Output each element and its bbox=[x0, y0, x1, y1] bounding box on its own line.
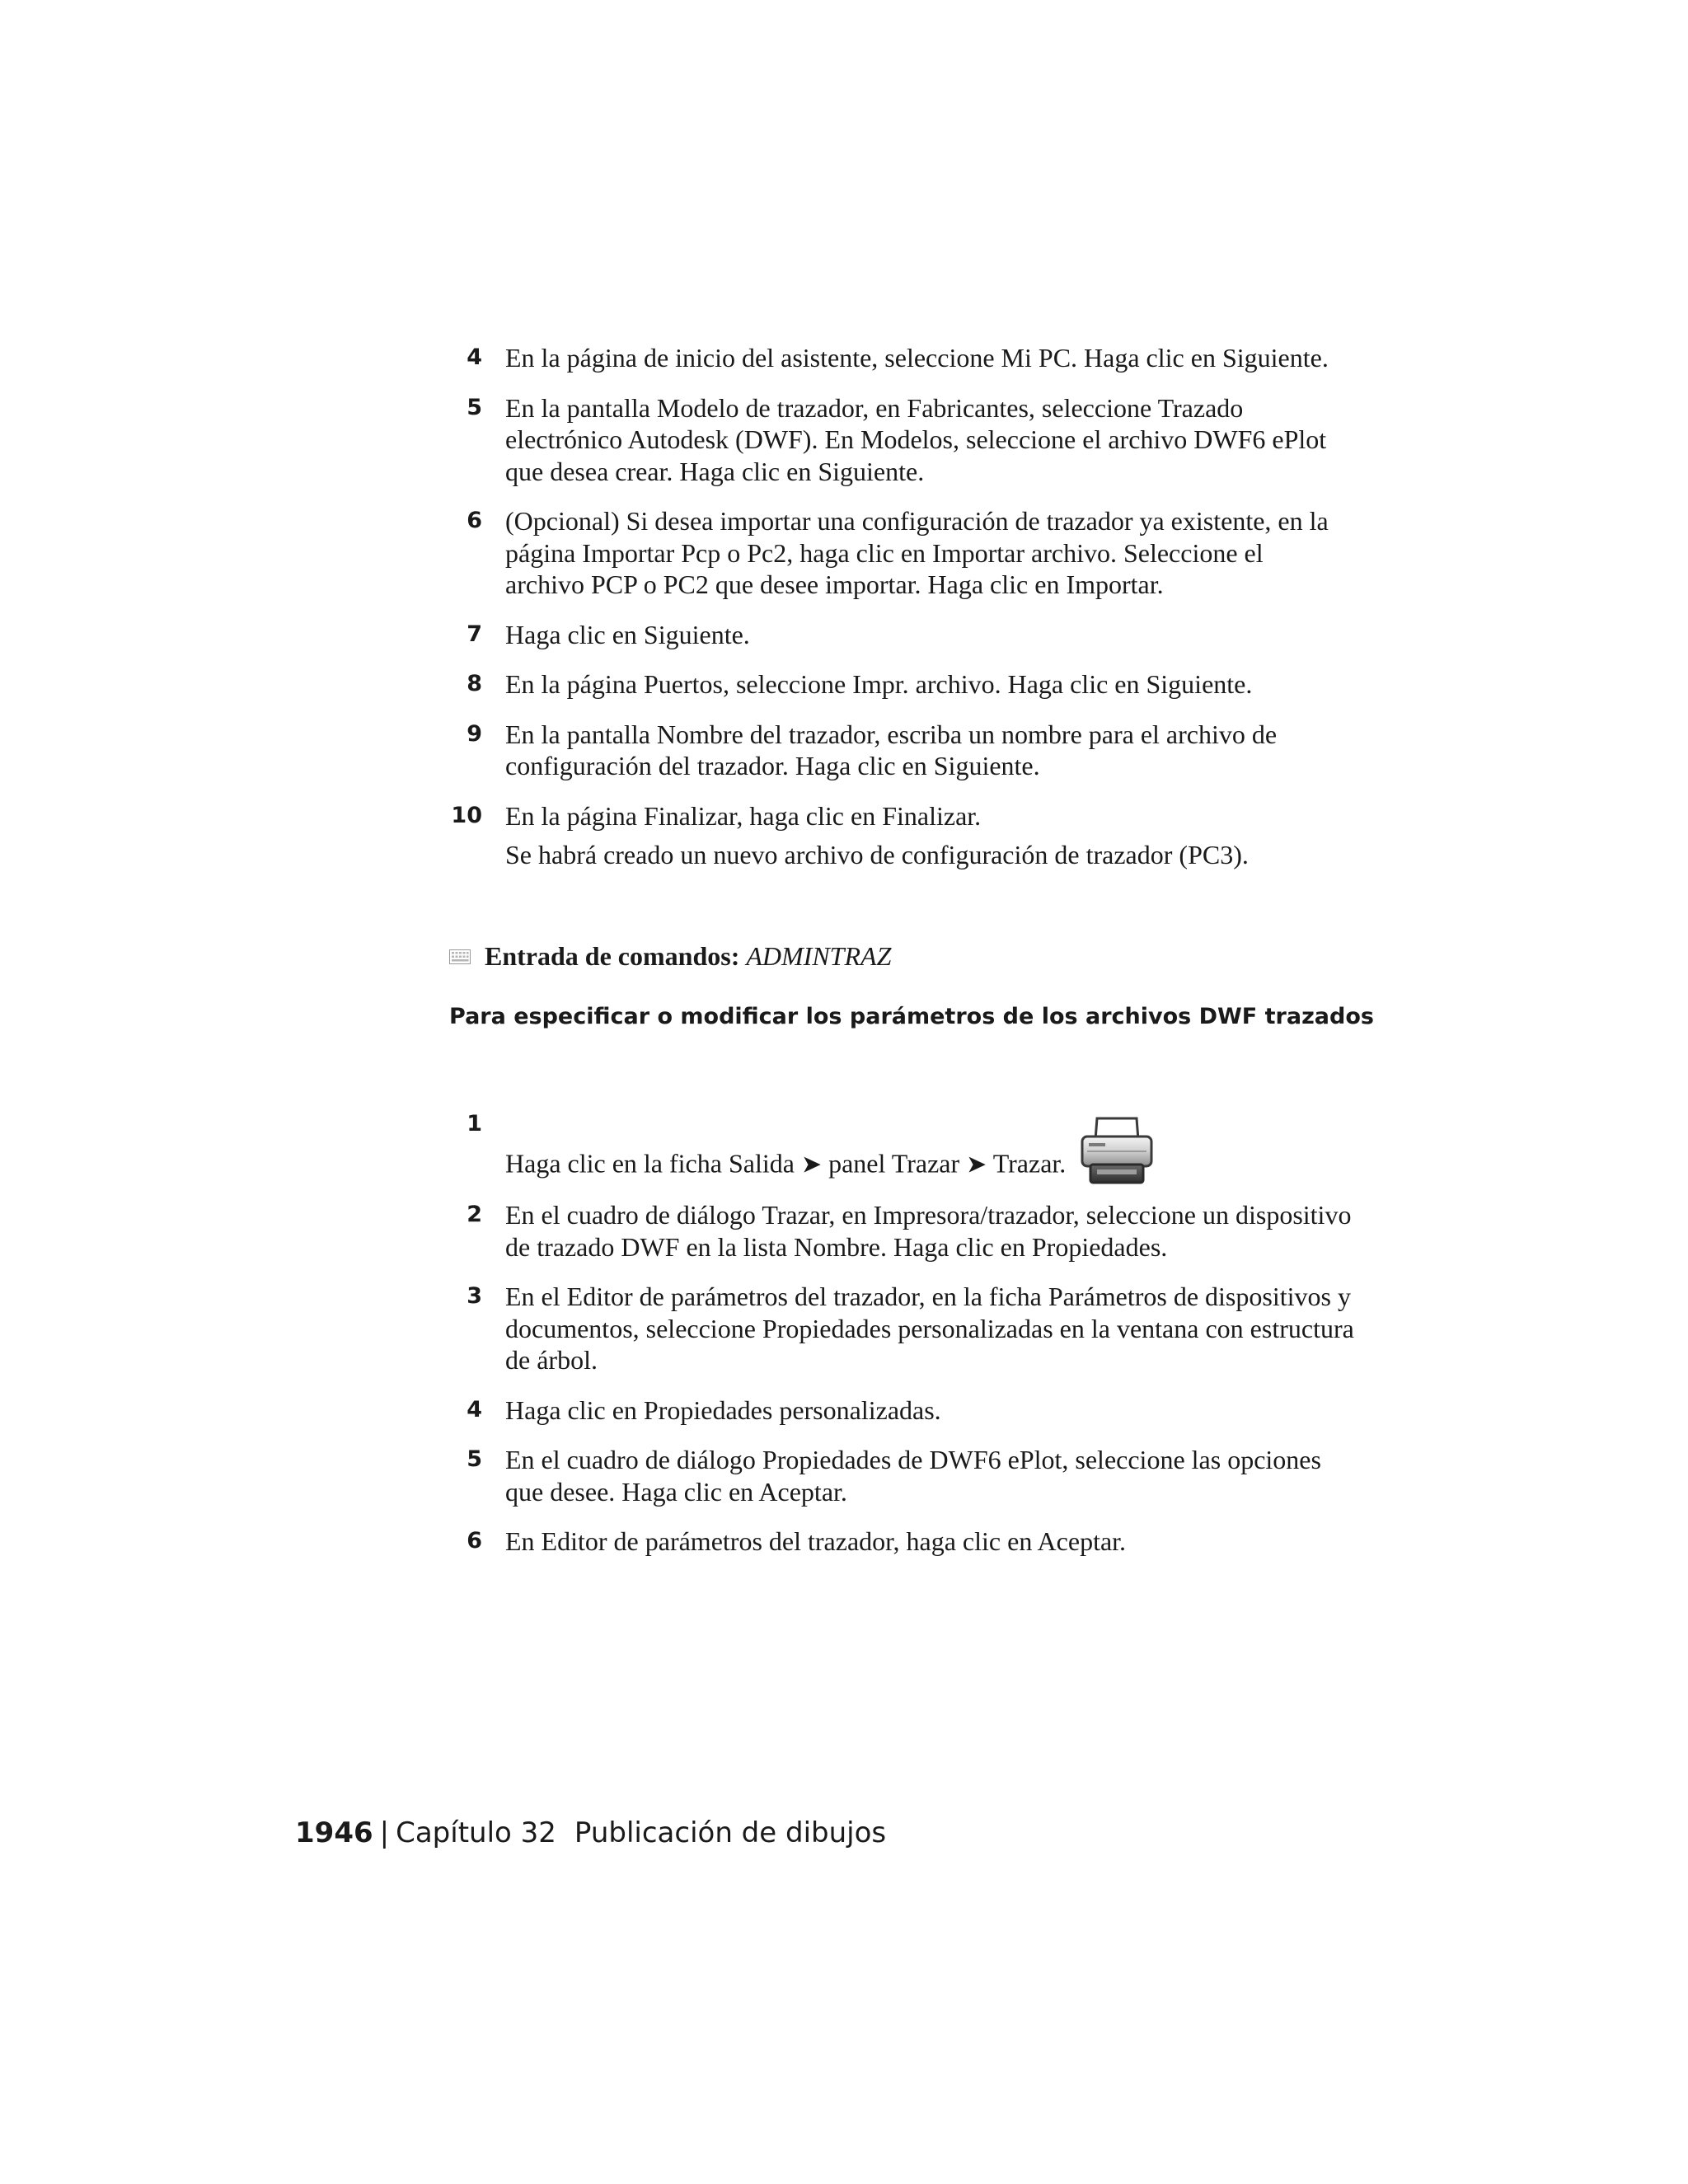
step-text: En Editor de parámetros del trazador, haga clic en Aceptar. bbox=[505, 1526, 1127, 1556]
step-number: 5 bbox=[467, 394, 482, 420]
step-text: En la página Puertos, seleccione Impr. archivo. Haga clic en Siguiente. bbox=[505, 669, 1253, 699]
step-text: En el cuadro de diálogo Trazar, en Impresora/trazador, seleccione un dispositivo de trazado DWF en la lista Nombre. Haga clic en Propiedades. bbox=[505, 1200, 1352, 1262]
command-entry bbox=[449, 940, 891, 972]
step-number: 7 bbox=[467, 621, 482, 647]
step-number: 1 bbox=[467, 1111, 482, 1137]
step-number: 6 bbox=[467, 1528, 482, 1554]
step-number: 3 bbox=[467, 1283, 482, 1309]
step-number: 5 bbox=[467, 1446, 482, 1472]
procedure-heading: Para especificar o modificar los parámetros de los archivos DWF trazados bbox=[449, 1004, 1374, 1029]
step-number: 6 bbox=[467, 508, 482, 533]
list-item bbox=[449, 1526, 1356, 1558]
step-number: 9 bbox=[467, 720, 482, 747]
step-text: En la pantalla Nombre del trazador, escriba un nombre para el archivo de configuración del trazador. Haga clic en Siguiente. bbox=[505, 719, 1278, 780]
steps-list-bottom bbox=[449, 1108, 1356, 1558]
step-text: (Opcional) Si desea importar una configuración de trazador ya existente, en la página Importar Pcp o Pc2, haga clic en Importar archivo. Seleccione el archivo PCP o PC2 que desee importar. Haga clic en Importar. bbox=[505, 506, 1329, 599]
chapter-label: Capítulo 32 bbox=[396, 1816, 556, 1849]
step-text: En el Editor de parámetros del trazador, en la ficha Parámetros de dispositivos y documentos, seleccione Propiedades personalizadas en la ventana con estructura de árbol. bbox=[505, 1282, 1354, 1375]
step-text: En la pantalla Modelo de trazador, en Fabricantes, seleccione Trazado electrónico Autodesk (DWF). En Modelos, seleccione el archivo DWF6 ePlot que desea crear. Haga clic en Siguiente. bbox=[505, 392, 1327, 486]
list-item bbox=[449, 1108, 1356, 1181]
list-item bbox=[449, 668, 1339, 701]
step-text-part: Trazar. bbox=[992, 1148, 1067, 1179]
list-item bbox=[449, 505, 1339, 601]
step-text-part: panel Trazar bbox=[828, 1148, 960, 1179]
menu-path-arrow: ➤ bbox=[800, 1150, 823, 1179]
list-item bbox=[449, 1444, 1356, 1507]
page-footer bbox=[295, 1815, 886, 1851]
step-text: Haga clic en Propiedades personalizadas. bbox=[505, 1394, 941, 1425]
list-item bbox=[449, 800, 1339, 871]
step-text: Haga clic en Siguiente. bbox=[505, 619, 750, 649]
list-item bbox=[449, 1281, 1356, 1376]
command-entry-label: Entrada de comandos: bbox=[485, 941, 740, 971]
steps-list-top bbox=[449, 342, 1339, 871]
command-name: ADMINTRAZ bbox=[746, 941, 892, 971]
list-item bbox=[449, 342, 1339, 374]
step-text: En el cuadro de diálogo Propiedades de DWF6 ePlot, seleccione las opciones que desee. Haga clic en Aceptar. bbox=[505, 1445, 1321, 1507]
printer-icon bbox=[1079, 1115, 1155, 1188]
list-item bbox=[449, 1199, 1356, 1263]
step-text: En la página de inicio del asistente, seleccione Mi PC. Haga clic en Siguiente. bbox=[505, 343, 1329, 373]
page-number: 1946 bbox=[295, 1816, 373, 1849]
list-item bbox=[449, 619, 1339, 651]
step-number: 10 bbox=[451, 802, 482, 828]
step-text-part: Haga clic en la ficha Salida bbox=[505, 1148, 795, 1179]
list-item bbox=[449, 1394, 1356, 1427]
menu-path-arrow: ➤ bbox=[966, 1150, 987, 1179]
step-number: 4 bbox=[467, 344, 482, 370]
step-number: 8 bbox=[467, 671, 482, 696]
step-text: En la página Finalizar, haga clic en Finalizar. bbox=[505, 800, 982, 831]
step-number: 2 bbox=[467, 1202, 482, 1227]
chapter-title: Publicación de dibujos bbox=[574, 1816, 887, 1849]
step-result-note: Se habrá creado un nuevo archivo de configuración de trazador (PC3). bbox=[505, 840, 1249, 869]
footer-separator: | bbox=[379, 1816, 390, 1849]
step-number: 4 bbox=[467, 1396, 482, 1422]
list-item bbox=[449, 392, 1339, 488]
list-item bbox=[449, 719, 1339, 782]
keyboard-icon bbox=[449, 949, 471, 964]
